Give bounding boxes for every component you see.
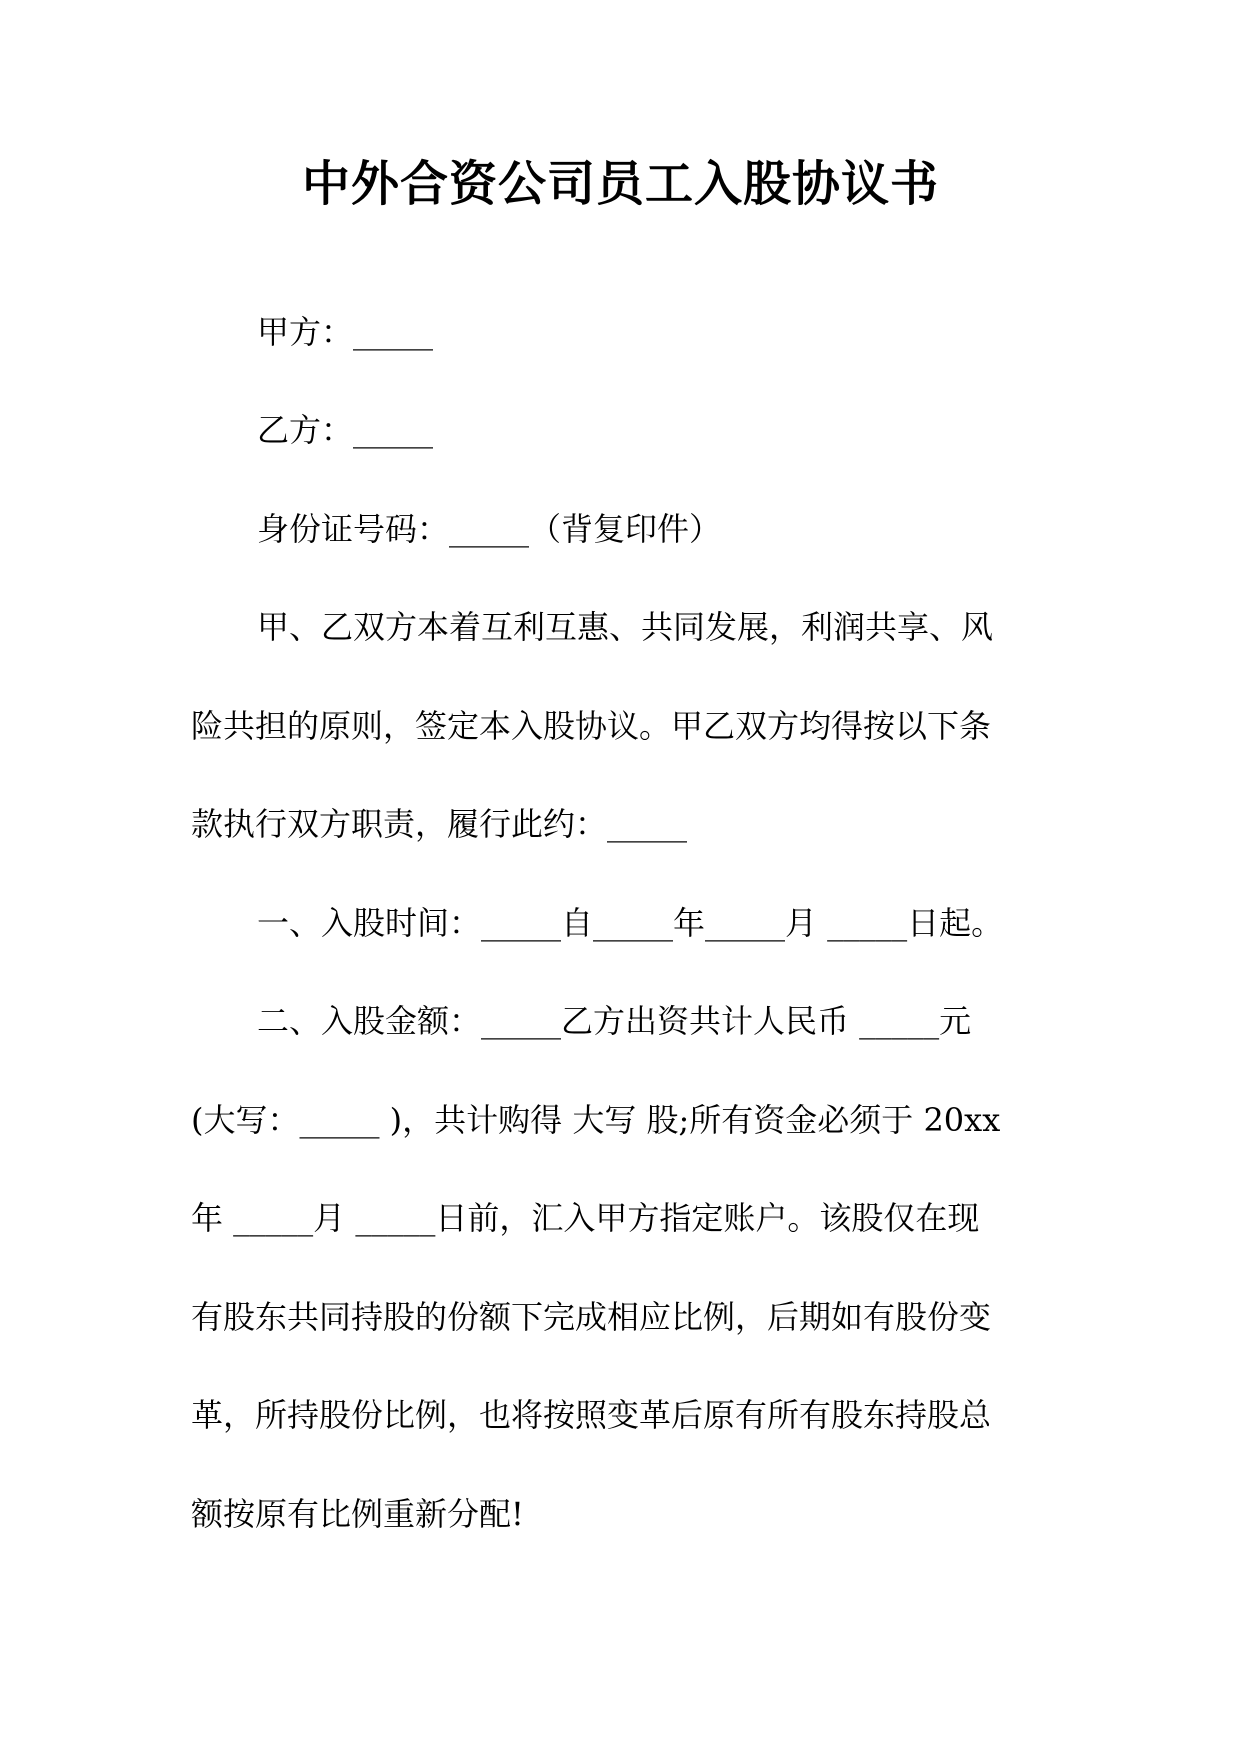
paragraph-line: 年 _____月 _____日前，汇入甲方指定账户。该股仅在现 [191, 1199, 980, 1237]
id-number-line: 身份证号码：_____（背复印件） [257, 510, 722, 548]
document-title: 中外合资公司员工入股协议书 [301, 156, 939, 212]
paragraph-line: 险共担的原则，签定本入股协议。甲乙双方均得按以下条 [191, 707, 992, 745]
paragraph-line: 额按原有比例重新分配! [191, 1495, 524, 1533]
clause-1-line: 一、入股时间：_____自_____年_____月 _____日起。 [257, 904, 1004, 942]
paragraph-line: 有股东共同持股的份额下完成相应比例，后期如有股份变 [191, 1298, 992, 1336]
paragraph-line: (大写：_____ )，共计购得 大写 股;所有资金必须于 20xx [191, 1101, 1001, 1139]
clause-2-line: 二、入股金额：_____乙方出资共计人民币 _____元 [257, 1002, 972, 1040]
paragraph-line: 款执行双方职责，履行此约：_____ [191, 805, 688, 843]
paragraph-line: 甲、乙双方本着互利互惠、共同发展，利润共享、风 [257, 608, 994, 646]
party-b-line: 乙方：_____ [257, 411, 434, 449]
paragraph-line: 革，所持股份比例，也将按照变革后原有所有股东持股总 [191, 1396, 992, 1434]
party-a-line: 甲方：_____ [257, 313, 434, 351]
